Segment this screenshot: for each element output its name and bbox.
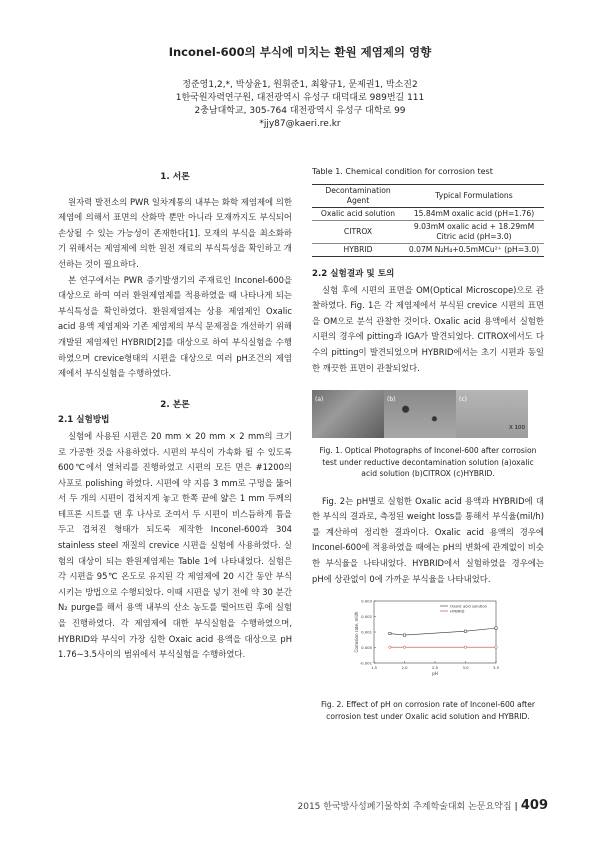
y-tick-label: 0.002	[361, 614, 372, 620]
page-number: 409	[520, 798, 548, 813]
data-point	[495, 627, 497, 629]
table-head-formulation: Typical Formulations	[435, 191, 513, 200]
table-head-agent: Decontamination Agent	[325, 186, 391, 205]
data-point	[389, 646, 391, 648]
author-block	[0, 79, 600, 131]
table-row	[312, 221, 544, 244]
data-point	[464, 630, 466, 632]
intro-paragraph-2: 본 연구에서는 PWR 증기발생기의 주재료인 Inconel-600을 대상으로 하여 여러 환원제염제를 적용하였을 때 나타나게 되는 부식특성을 확인하였다. 환원제염제는 상용 제염제인 Oxalic acid 용액 제염제와 기존 제염제의 부식 문제점을 개선하기 위해 개발된 제염제인 HYBRID[2]를 대상으로 하여 부식실험을 수행하였으며 crevice형태의 시편을 대상으로 여러 pH조건의 제염제에서 부식실험을 수행하였다.	[58, 274, 292, 379]
x-tick-label: 2.5	[431, 665, 439, 671]
page-footer: 2015 한국방사성폐기물학회 추계학술대회 논문요약집 | 409	[297, 798, 548, 813]
photo-label-a: (a)	[315, 396, 324, 404]
y-tick-label: 0.003	[361, 598, 372, 604]
magnification-label: X 100	[508, 424, 525, 431]
intro-paragraph-1: 원자력 발전소의 PWR 일차계통의 내부는 화학 제염제에 의한 제염에 의해서 표면의 산화막 뿐만 아니라 모재까지도 부식되어 손상될 수 있는 가능성이 존재한다[1]. 모재의 부식을 최소화하기 위해서는 제염제에 의한 원전 재료의 부식특성을 확인하고 개선하는 것이 필요하다.	[58, 196, 292, 269]
legend-label: HYBRID	[450, 608, 465, 614]
figure-2-chart	[350, 595, 506, 685]
y-tick-label: 0.000	[361, 645, 372, 651]
corresponding-email: *jjy87@kaeri.re.kr	[259, 119, 341, 129]
y-tick-label: -0.001	[359, 660, 372, 666]
paper-title: Inconel-600의 부식에 미치는 환원 제염제의 영향	[168, 45, 432, 59]
condition-table	[312, 184, 544, 257]
left-column	[58, 170, 292, 663]
y-tick-label: 0.001	[361, 629, 372, 635]
y-axis-label: Corrosion rate, mil/h	[354, 611, 359, 653]
data-point	[389, 633, 391, 635]
x-axis-label: pH	[432, 671, 438, 677]
method-paragraph: 실험에 사용된 시편은 20 mm × 20 mm × 2 mm의 크기로 가공한 것을 사용하였다. 시편의 부식이 가속화 될 수 있도록 600℃에서 열처리를 진행하였고 시편의 모든 면은 #1200의 사포로 polishing 하였다. 시편에 약 지름 3 mm로 구멍을 뚫어서 두 개의 시편이 겹쳐지게 놓고 한쪽 끝에 얇은 1 mm 두께의 테프론 시트를 댄 후 나사로 조여서 두 시편이 비스듬하게 틈을 두고 겹쳐진 형태가 되도록 제작한 Inconel-600과 304 stainless steel 재질의 crevice 시편을 실험에 사용하였다. 실험의 대상이 되는 환원제염제는 Table 1에 나타내었다. 실험은 각 시편을 95℃ 온도로 유지된 각 제염제에 20 시간 동안 부식시키는 방법으로 수행되었다. 이때 시편을 넣기 전에 약 30 분간 N₂ purge를 해서 용액 내부의 산소 농도를 떨어뜨린 후에 실험을 진행하였다. 각 제염제에 대한 부식실험을 수행하였으며, HYBRID와 부식이 가장 심한 Oxaic acid 용액을 대상으로 pH 1.76∼3.5사이의 범위에서 부식실험을 수행하였다.	[58, 430, 292, 660]
legend-label: Oxalic acid solution	[450, 603, 488, 609]
affiliation-2: 2충남대학교, 305-764 대전광역시 유성구 대학로 99	[194, 106, 406, 116]
figure-1-photos	[312, 390, 528, 438]
data-point	[495, 646, 497, 648]
x-tick-label: 3.5	[492, 665, 500, 671]
section-2-1-heading: 2.1 실험방법	[58, 415, 110, 426]
x-tick-label: 2.0	[401, 665, 408, 671]
table-cell-formulation: 0.07M N₂H₄+0.5mMCu²⁺ (pH=3.0)	[408, 245, 540, 254]
x-tick-label: 1.5	[370, 665, 378, 671]
figure-2-caption: Fig. 2. Effect of pH on corrosion rate of Inconel-600 after corrosion test under Oxalic acid solution and HYBRID.	[320, 700, 536, 721]
authors-line: 정준영1,2,*, 박상윤1, 원휘준1, 최왕규1, 문제권1, 박소진2	[182, 80, 418, 90]
table-cell-agent: HYBRID	[343, 245, 373, 254]
plot-frame	[374, 601, 496, 663]
table-row	[312, 244, 544, 257]
affiliation-1: 1한국원자력연구원, 대전광역시 유성구 대덕대로 989번길 111	[175, 93, 425, 103]
table-row	[312, 208, 544, 221]
results-paragraph-2: Fig. 2는 pH별로 실험한 Oxalic acid 용액과 HYBRID에 대한 부식의 결과로, 측정된 weight loss를 통해서 부식율(mil/h)를 계산하여 정리한 결과이다. Oxalic acid 용액의 경우에 Inconel-600에 적용하였을 때에는 pH의 변화에 관계없이 비슷한 부식율을 나타내었다. HYBRID에서 실험하였을 경우에는 pH에 상관없이 0에 가까운 부식율을 나타내었다.	[312, 495, 544, 584]
data-point	[464, 646, 466, 648]
x-tick-label: 3.0	[462, 665, 469, 671]
photo-hybrid	[456, 390, 528, 438]
data-point	[403, 634, 405, 636]
photo-label-b: (b)	[387, 396, 396, 404]
table-cell-formulation: 9.03mM oxalic acid + 18.29mM Citric acid (pH=3.0)	[413, 222, 535, 241]
right-column	[312, 166, 544, 722]
results-paragraph-1: 실험 후에 시편의 표면을 OM(Optical Microscope)으로 관찰하였다. Fig. 1은 각 제염제에서 부식된 crevice 시편의 표면을 OM으로 분석 관찰한 것이다. Oxalic acid 용액에서 실험한 시편의 경우에 pitting과 IGA가 발견되었다. CITROX에서도 다수의 pitting이 발견되었으며 HYBRID에서는 초기 시편과 동일한 깨끗한 표면이 관찰되었다.	[312, 284, 544, 373]
photo-oxalic	[312, 390, 384, 438]
photo-label-c: (c)	[459, 396, 467, 404]
section-2-2-heading: 2.2 실험결과 및 토의	[312, 269, 395, 279]
data-point	[403, 646, 405, 648]
section-2-heading: 2. 본론	[160, 399, 190, 410]
figure-1-caption: Fig. 1. Optical Photographs of Inconel-600 after corrosion test under reductive decontamination solution (a)oxalic acid solution (b)CITROX (c)HYBRID.	[319, 446, 537, 479]
footer-text: 2015 한국방사성폐기물학회 추계학술대회 논문요약집	[297, 802, 512, 812]
table-cell-agent: CITROX	[343, 227, 373, 236]
photo-citrox	[384, 390, 456, 438]
table-cell-agent: Oxalic acid solution	[320, 209, 396, 218]
section-1-heading: 1. 서론	[160, 172, 190, 182]
table-cell-formulation: 15.84mM oxalic acid (pH=1.76)	[413, 209, 535, 218]
table-caption: Table 1. Chemical condition for corrosion test	[312, 167, 493, 176]
